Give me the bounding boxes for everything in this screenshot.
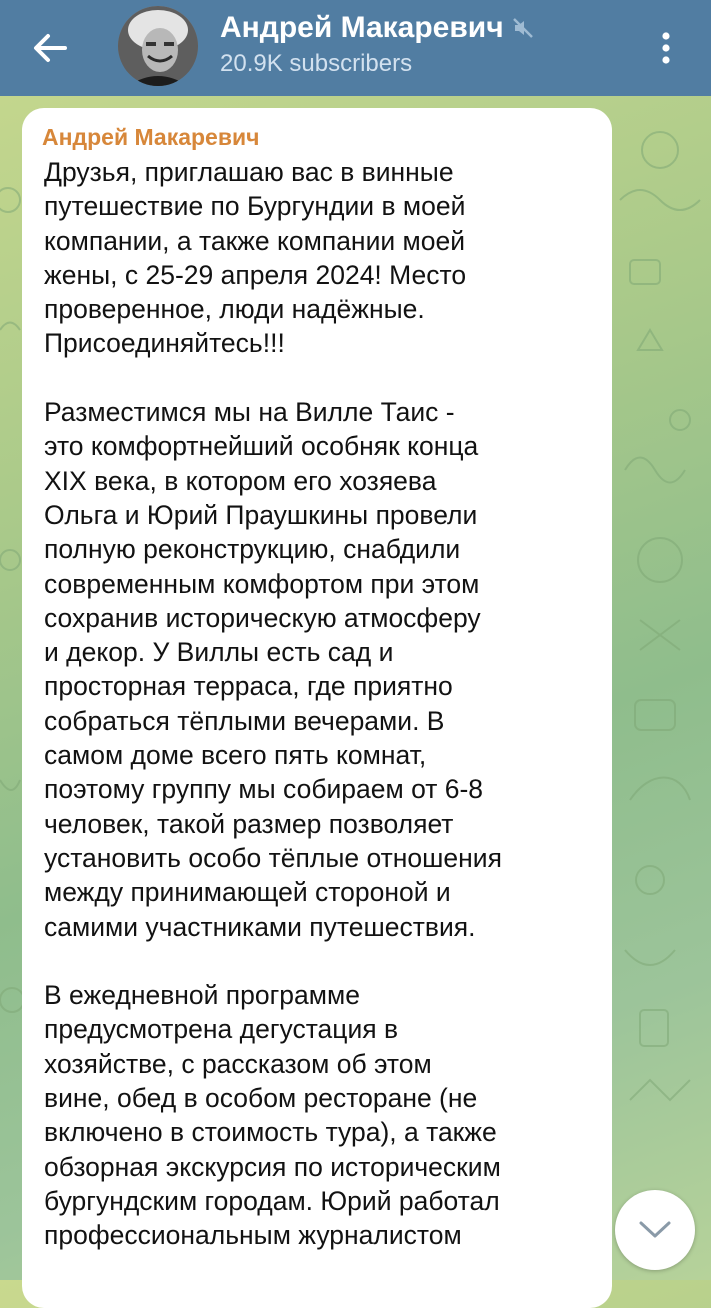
message-line: установить особо тёплые отношения bbox=[44, 842, 502, 873]
chat-header bbox=[0, 0, 711, 96]
avatar-photo bbox=[118, 6, 198, 86]
message-line: просторная терраса, где приятно bbox=[44, 671, 453, 702]
message-line: это комфортнейший особняк конца bbox=[44, 431, 479, 462]
message-line: бургундским городам. Юрий работал bbox=[44, 1185, 500, 1216]
message-line: человек, такой размер позволяет bbox=[44, 808, 454, 839]
message-bubble[interactable] bbox=[22, 108, 612, 1308]
message-line: самом доме всего пять комнат, bbox=[44, 740, 427, 771]
message-line: включено в стоимость тура), а также bbox=[44, 1117, 497, 1148]
message-text bbox=[44, 155, 590, 1253]
message-line: компании, а также компании моей bbox=[44, 225, 466, 256]
message-line: путешествие по Бургундии в моей bbox=[44, 191, 466, 222]
message-line: полную реконструкцию, снабдили bbox=[44, 534, 461, 565]
channel-avatar[interactable] bbox=[118, 6, 198, 86]
back-arrow-icon bbox=[33, 33, 67, 63]
message-line: современным комфортом при этом bbox=[44, 568, 480, 599]
message-author[interactable]: Андрей Макаревич bbox=[42, 124, 260, 150]
message-line: Разместимся мы на Вилле Таис - bbox=[44, 397, 455, 428]
paragraph-gap bbox=[44, 944, 590, 978]
message-line: проверенное, люди надёжные. bbox=[44, 294, 425, 325]
message-line: хозяйстве, с рассказом об этом bbox=[44, 1048, 432, 1079]
muted-speaker-icon bbox=[512, 17, 534, 39]
message-line: профессиональным журналистом bbox=[44, 1220, 462, 1251]
message-line: В ежедневной программе bbox=[44, 980, 360, 1011]
message-line: и декор. У Виллы есть сад и bbox=[44, 637, 394, 668]
message-line: XIX века, в котором его хозяева bbox=[44, 465, 437, 496]
scroll-down-button[interactable] bbox=[615, 1190, 695, 1270]
message-line: собраться тёплыми вечерами. В bbox=[44, 705, 445, 736]
more-vertical-icon bbox=[661, 31, 671, 65]
message-line: предусмотрена дегустация в bbox=[44, 1014, 399, 1045]
message-line: самими участниками путешествия. bbox=[44, 911, 476, 942]
message-line: Ольга и Юрий Праушкины провели bbox=[44, 499, 478, 530]
message-line: Друзья, приглашаю вас в винные bbox=[44, 157, 454, 187]
message-line: сохранив историческую атмосферу bbox=[44, 602, 481, 633]
message-line: жены, с 25-29 апреля 2024! Место bbox=[44, 259, 467, 290]
subscriber-count: 20.9K subscribers bbox=[220, 50, 413, 77]
chevron-down-icon bbox=[638, 1220, 672, 1240]
more-menu-button[interactable] bbox=[646, 24, 686, 72]
paragraph-gap bbox=[44, 361, 590, 395]
message-line: Присоединяйтесь!!! bbox=[44, 328, 285, 359]
channel-title: Андрей Макаревич bbox=[220, 11, 504, 44]
message-line: обзорная экскурсия по историческим bbox=[44, 1151, 501, 1182]
channel-info[interactable] bbox=[220, 8, 620, 78]
message-line: между принимающей стороной и bbox=[44, 877, 451, 908]
message-line: поэтому группу мы собираем от 6-8 bbox=[44, 774, 484, 805]
back-button[interactable] bbox=[22, 20, 78, 76]
message-line: вине, обед в особом ресторане (не bbox=[44, 1083, 478, 1114]
